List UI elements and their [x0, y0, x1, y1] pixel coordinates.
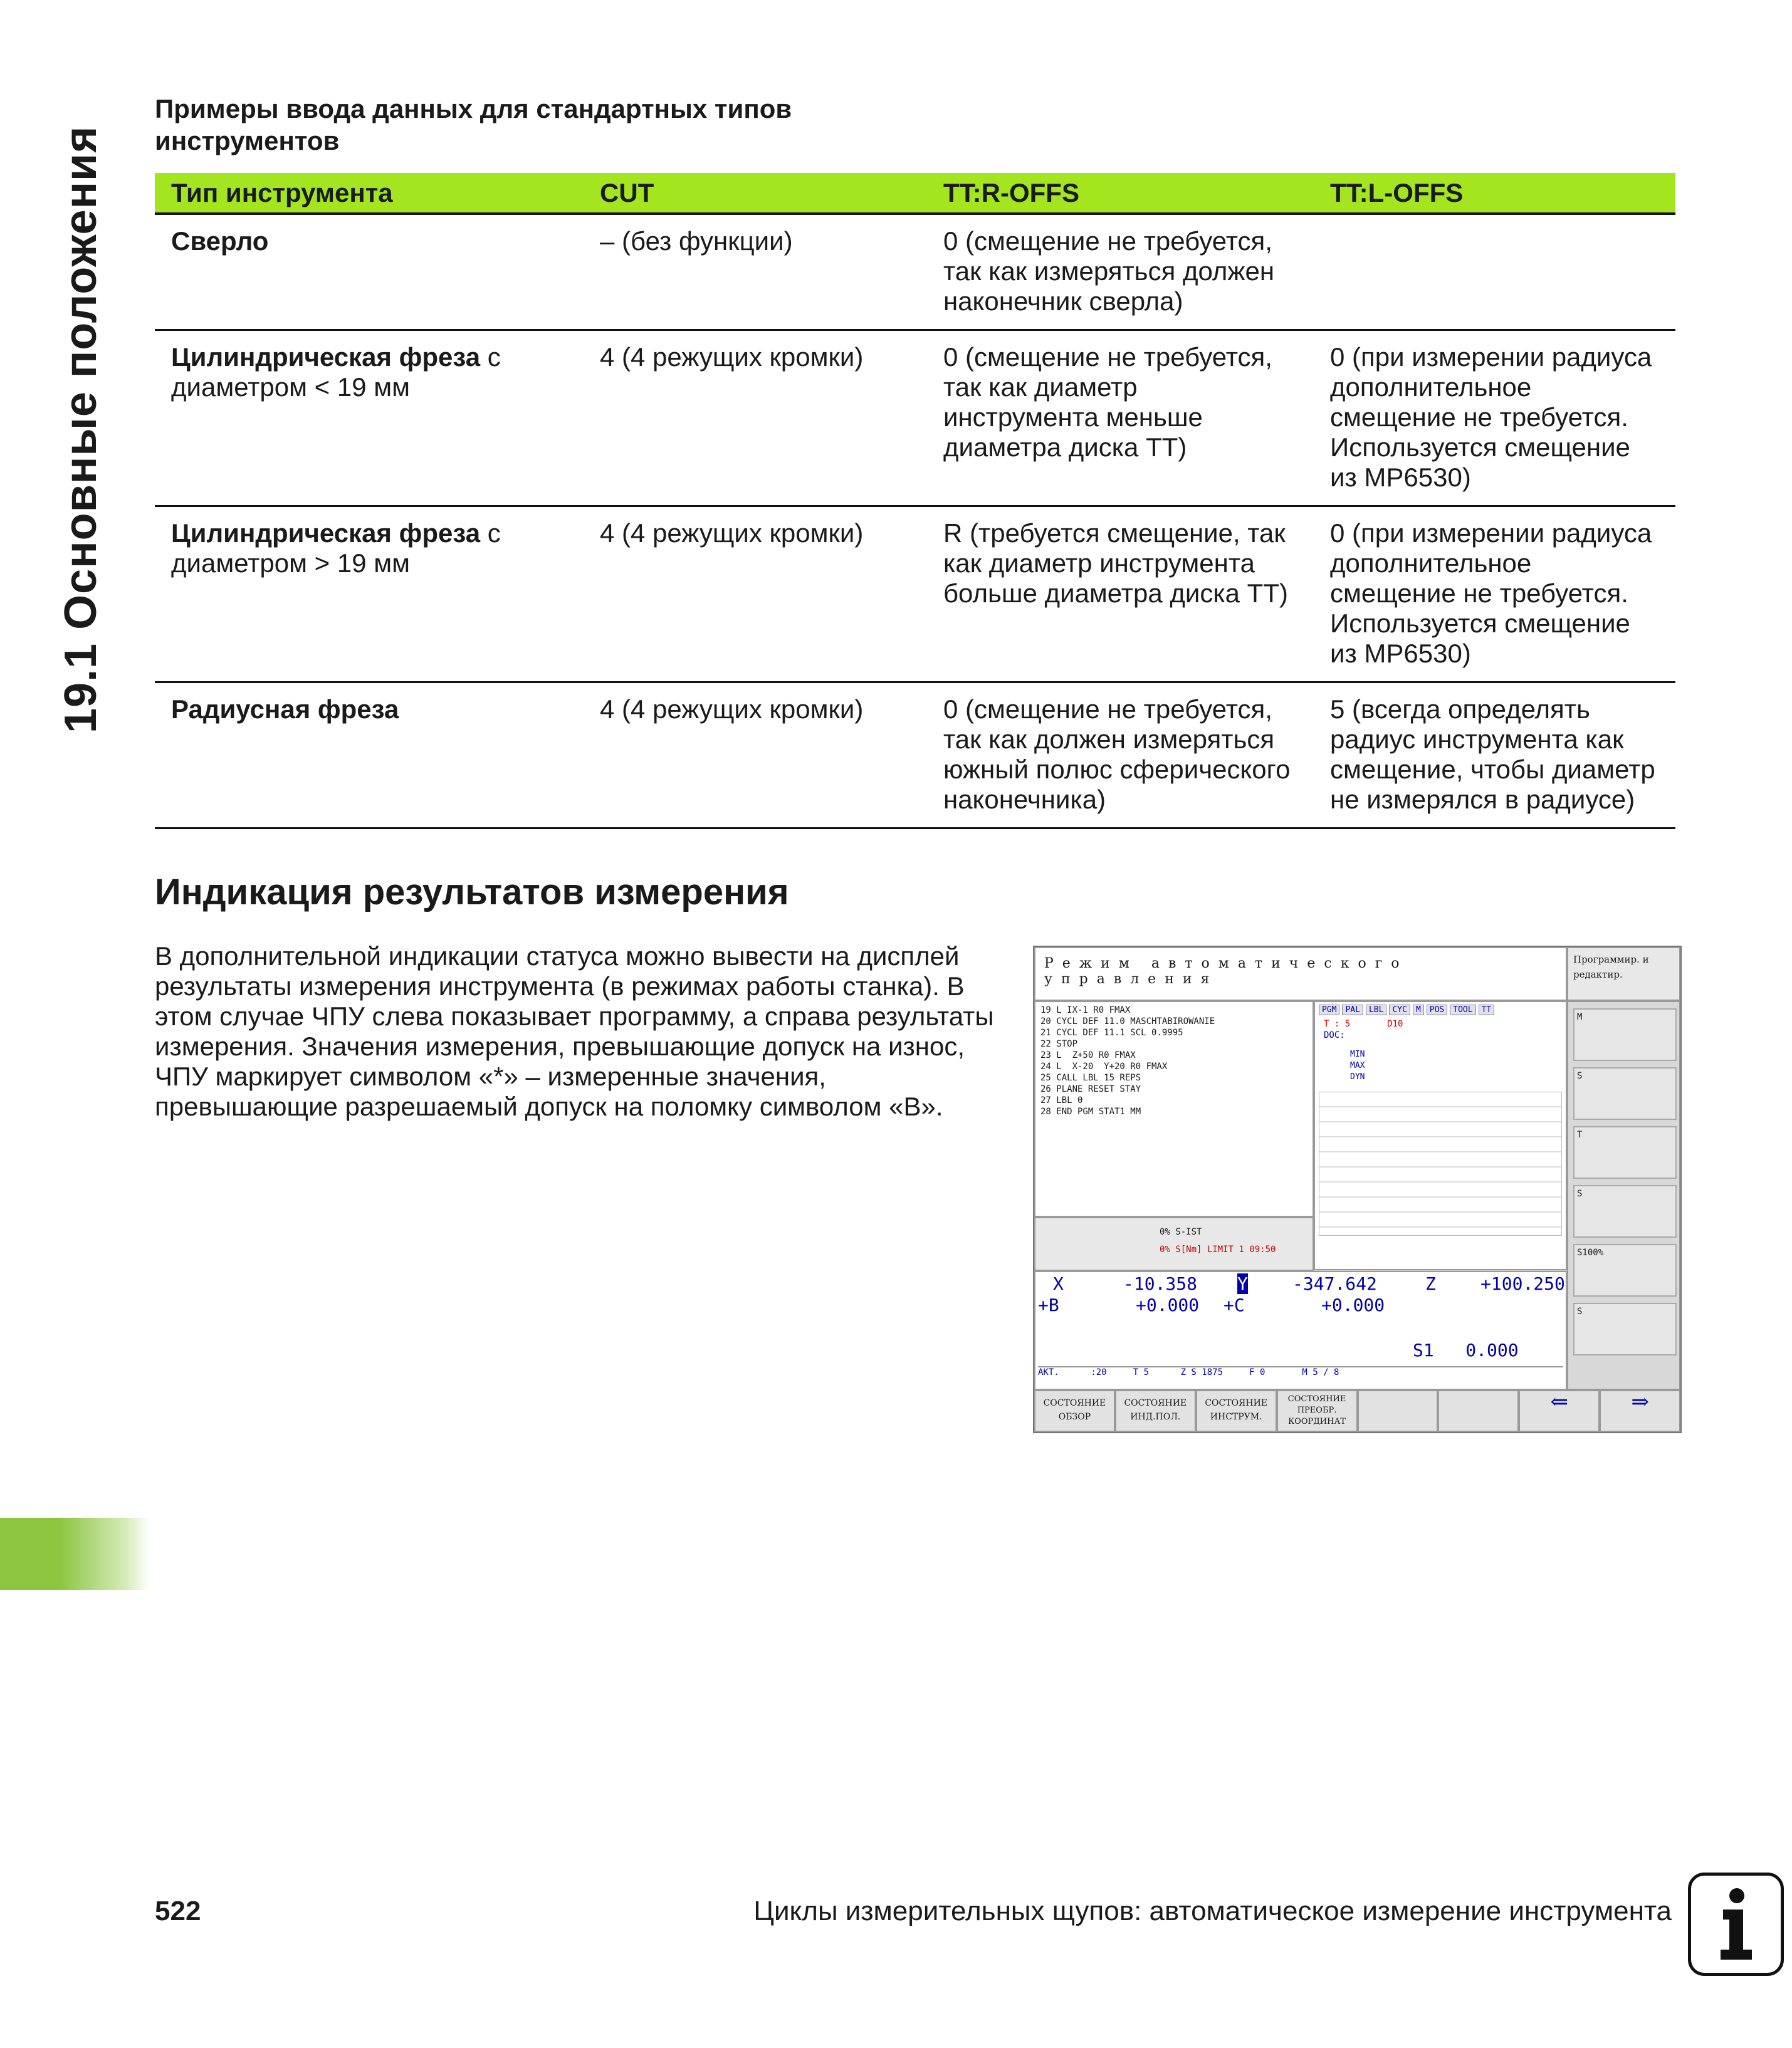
side-key-s-plus[interactable]: S: [1573, 1185, 1677, 1238]
tab-lbl: LBL: [1366, 1005, 1386, 1015]
cell-l-offs: 0 (при измерении радиуса дополнительное смещение не требуется. Используется смещение из MP6530): [1314, 506, 1675, 682]
spindle-load-panel: 0% S-IST 0% S[Nm] LIMIT 1 09:50: [1034, 1217, 1314, 1271]
results-grid: [1319, 1092, 1562, 1236]
cell-l-offs: 0 (при измерении радиуса дополнительное смещение не требуется. Используется смещение из MP6530): [1314, 330, 1675, 506]
tool-types-table: [155, 173, 1675, 829]
cell-tool: Цилиндрическая фреза с диаметром < 19 мм: [155, 330, 584, 506]
header-l-offs: TT:L-OFFS: [1314, 173, 1675, 214]
mode-title-secondary: Программир. и редактир.: [1567, 947, 1680, 1001]
softkey-status-transform[interactable]: СОСТОЯНИЕ ПРЕОБР. КООРДИНАТ: [1277, 1390, 1358, 1432]
cell-tool: Радиусная фреза: [155, 682, 584, 828]
cell-cut: 4 (4 режущих кромки): [584, 682, 927, 828]
softkey-status-tool[interactable]: СОСТОЯНИЕ ИНСТРУМ.: [1196, 1390, 1277, 1432]
status-panel: [1314, 1001, 1567, 1270]
side-key-s-minus[interactable]: S: [1573, 1303, 1677, 1356]
cell-r-offs: 0 (смещение не требуется, так как измеряться должен наконечник сверла): [927, 214, 1314, 330]
table-header-row: [155, 173, 1675, 214]
tab-cyc: CYC: [1389, 1005, 1410, 1015]
program-listing: 19 L IX-1 R0 FMAX 20 CYCL DEF 11.0 MASCHTABIROWANIE 21 CYCL DEF 11.1 SCL 0.9995 22 STOP 23 L Z+50 R0 FMAX 24 L X-20 Y+20 R0 FMAX 25 CALL LBL 15 REPS 26 PLANE RESET STAY 27 LBL 0 28 END PGM STAT1 MM: [1034, 1001, 1314, 1217]
cnc-screen-figure: [1033, 946, 1682, 1433]
cell-tool: Сверло: [155, 214, 584, 330]
tab-pgm: PGM: [1319, 1005, 1339, 1015]
cell-l-offs: 5 (всегда определять радиус инструмента как смещение, чтобы диаметр не измерялся в радиусе): [1314, 682, 1675, 828]
tab-m: M: [1413, 1005, 1424, 1015]
header-tool-type: Тип инструмента: [155, 173, 584, 214]
cell-cut: 4 (4 режущих кромки): [584, 506, 927, 682]
softkey-row: [1034, 1390, 1680, 1432]
table-row: [155, 330, 1675, 506]
side-key-t[interactable]: T: [1573, 1126, 1677, 1179]
position-display: X -10.358 Y -347.642 Z +100.250 +B +0.000 +C +0.000 S1 0.000 АКТ. :20 T 5 Z S 1875 F 0 M 5 / 8: [1034, 1271, 1567, 1390]
side-softkey-bar: [1567, 1001, 1680, 1390]
section-paragraph: В дополнительной индикации статуса можно вывести на дисплей результаты измерения инструмента (в режимах работы станка). В этом случае ЧПУ слева показывает программу, а справа результаты измерения. Значения измерения, превышающие допуск на износ, ЧПУ маркирует символом «*» – измеренные значения, превышающие разрешаемый допуск на поломку символом «B».: [155, 941, 994, 1121]
chapter-side-title: 19.1 Основные положения: [56, 125, 106, 733]
softkey-empty-1[interactable]: [1358, 1390, 1438, 1432]
cell-cut: 4 (4 режущих кромки): [584, 330, 927, 506]
side-key-s100[interactable]: S100%: [1573, 1244, 1677, 1297]
table-row: [155, 214, 1675, 330]
softkey-page-back[interactable]: ⇐: [1519, 1390, 1600, 1432]
cell-l-offs: [1314, 214, 1675, 330]
page-number: 522: [155, 1896, 201, 1926]
cell-cut: – (без функции): [584, 214, 927, 330]
section-title: Индикация результатов измерения: [155, 872, 789, 912]
status-doc: DOC:: [1324, 1030, 1345, 1040]
mode-title: Режим автоматического управления: [1034, 947, 1567, 1001]
chapter-tab: [0, 1518, 149, 1590]
tab-tool: TOOL: [1450, 1005, 1475, 1015]
softkey-empty-2[interactable]: [1438, 1390, 1519, 1432]
status-tool-line: T : 5 D10: [1324, 1019, 1403, 1029]
tab-pal: PAL: [1342, 1005, 1363, 1015]
softkey-page-forward[interactable]: ⇒: [1600, 1390, 1680, 1432]
softkey-status-overview[interactable]: СОСТОЯНИЕ ОБЗОР: [1034, 1390, 1115, 1432]
tab-pos: POS: [1427, 1005, 1447, 1015]
side-key-m[interactable]: M: [1573, 1008, 1677, 1061]
cell-r-offs: R (требуется смещение, так как диаметр инструмента больше диаметра диска TT): [927, 506, 1314, 682]
info-i-glyph: [1714, 1887, 1758, 1962]
info-icon: [1688, 1873, 1784, 1976]
min-max-dyn: MIN MAX DYN: [1350, 1050, 1365, 1082]
softkey-status-position[interactable]: СОСТОЯНИЕ ИНД.ПОЛ.: [1115, 1390, 1196, 1432]
status-tabs: [1315, 1002, 1566, 1018]
cell-r-offs: 0 (смещение не требуется, так как должен измеряться южный полюс сферического наконечника): [927, 682, 1314, 828]
table-row: [155, 506, 1675, 682]
table-caption: Примеры ввода данных для стандартных типов инструментов: [155, 94, 792, 155]
cell-tool: Цилиндрическая фреза с диаметром > 19 мм: [155, 506, 584, 682]
tab-tt: TT: [1479, 1005, 1495, 1015]
footer-title: Циклы измерительных щупов: автоматическое измерение инструмента: [753, 1896, 1672, 1926]
header-cut: CUT: [584, 173, 927, 214]
header-r-offs: TT:R-OFFS: [927, 173, 1314, 214]
table-row: [155, 682, 1675, 828]
side-key-s[interactable]: S: [1573, 1067, 1677, 1120]
cell-r-offs: 0 (смещение не требуется, так как диаметр инструмента меньше диаметра диска TT): [927, 330, 1314, 506]
